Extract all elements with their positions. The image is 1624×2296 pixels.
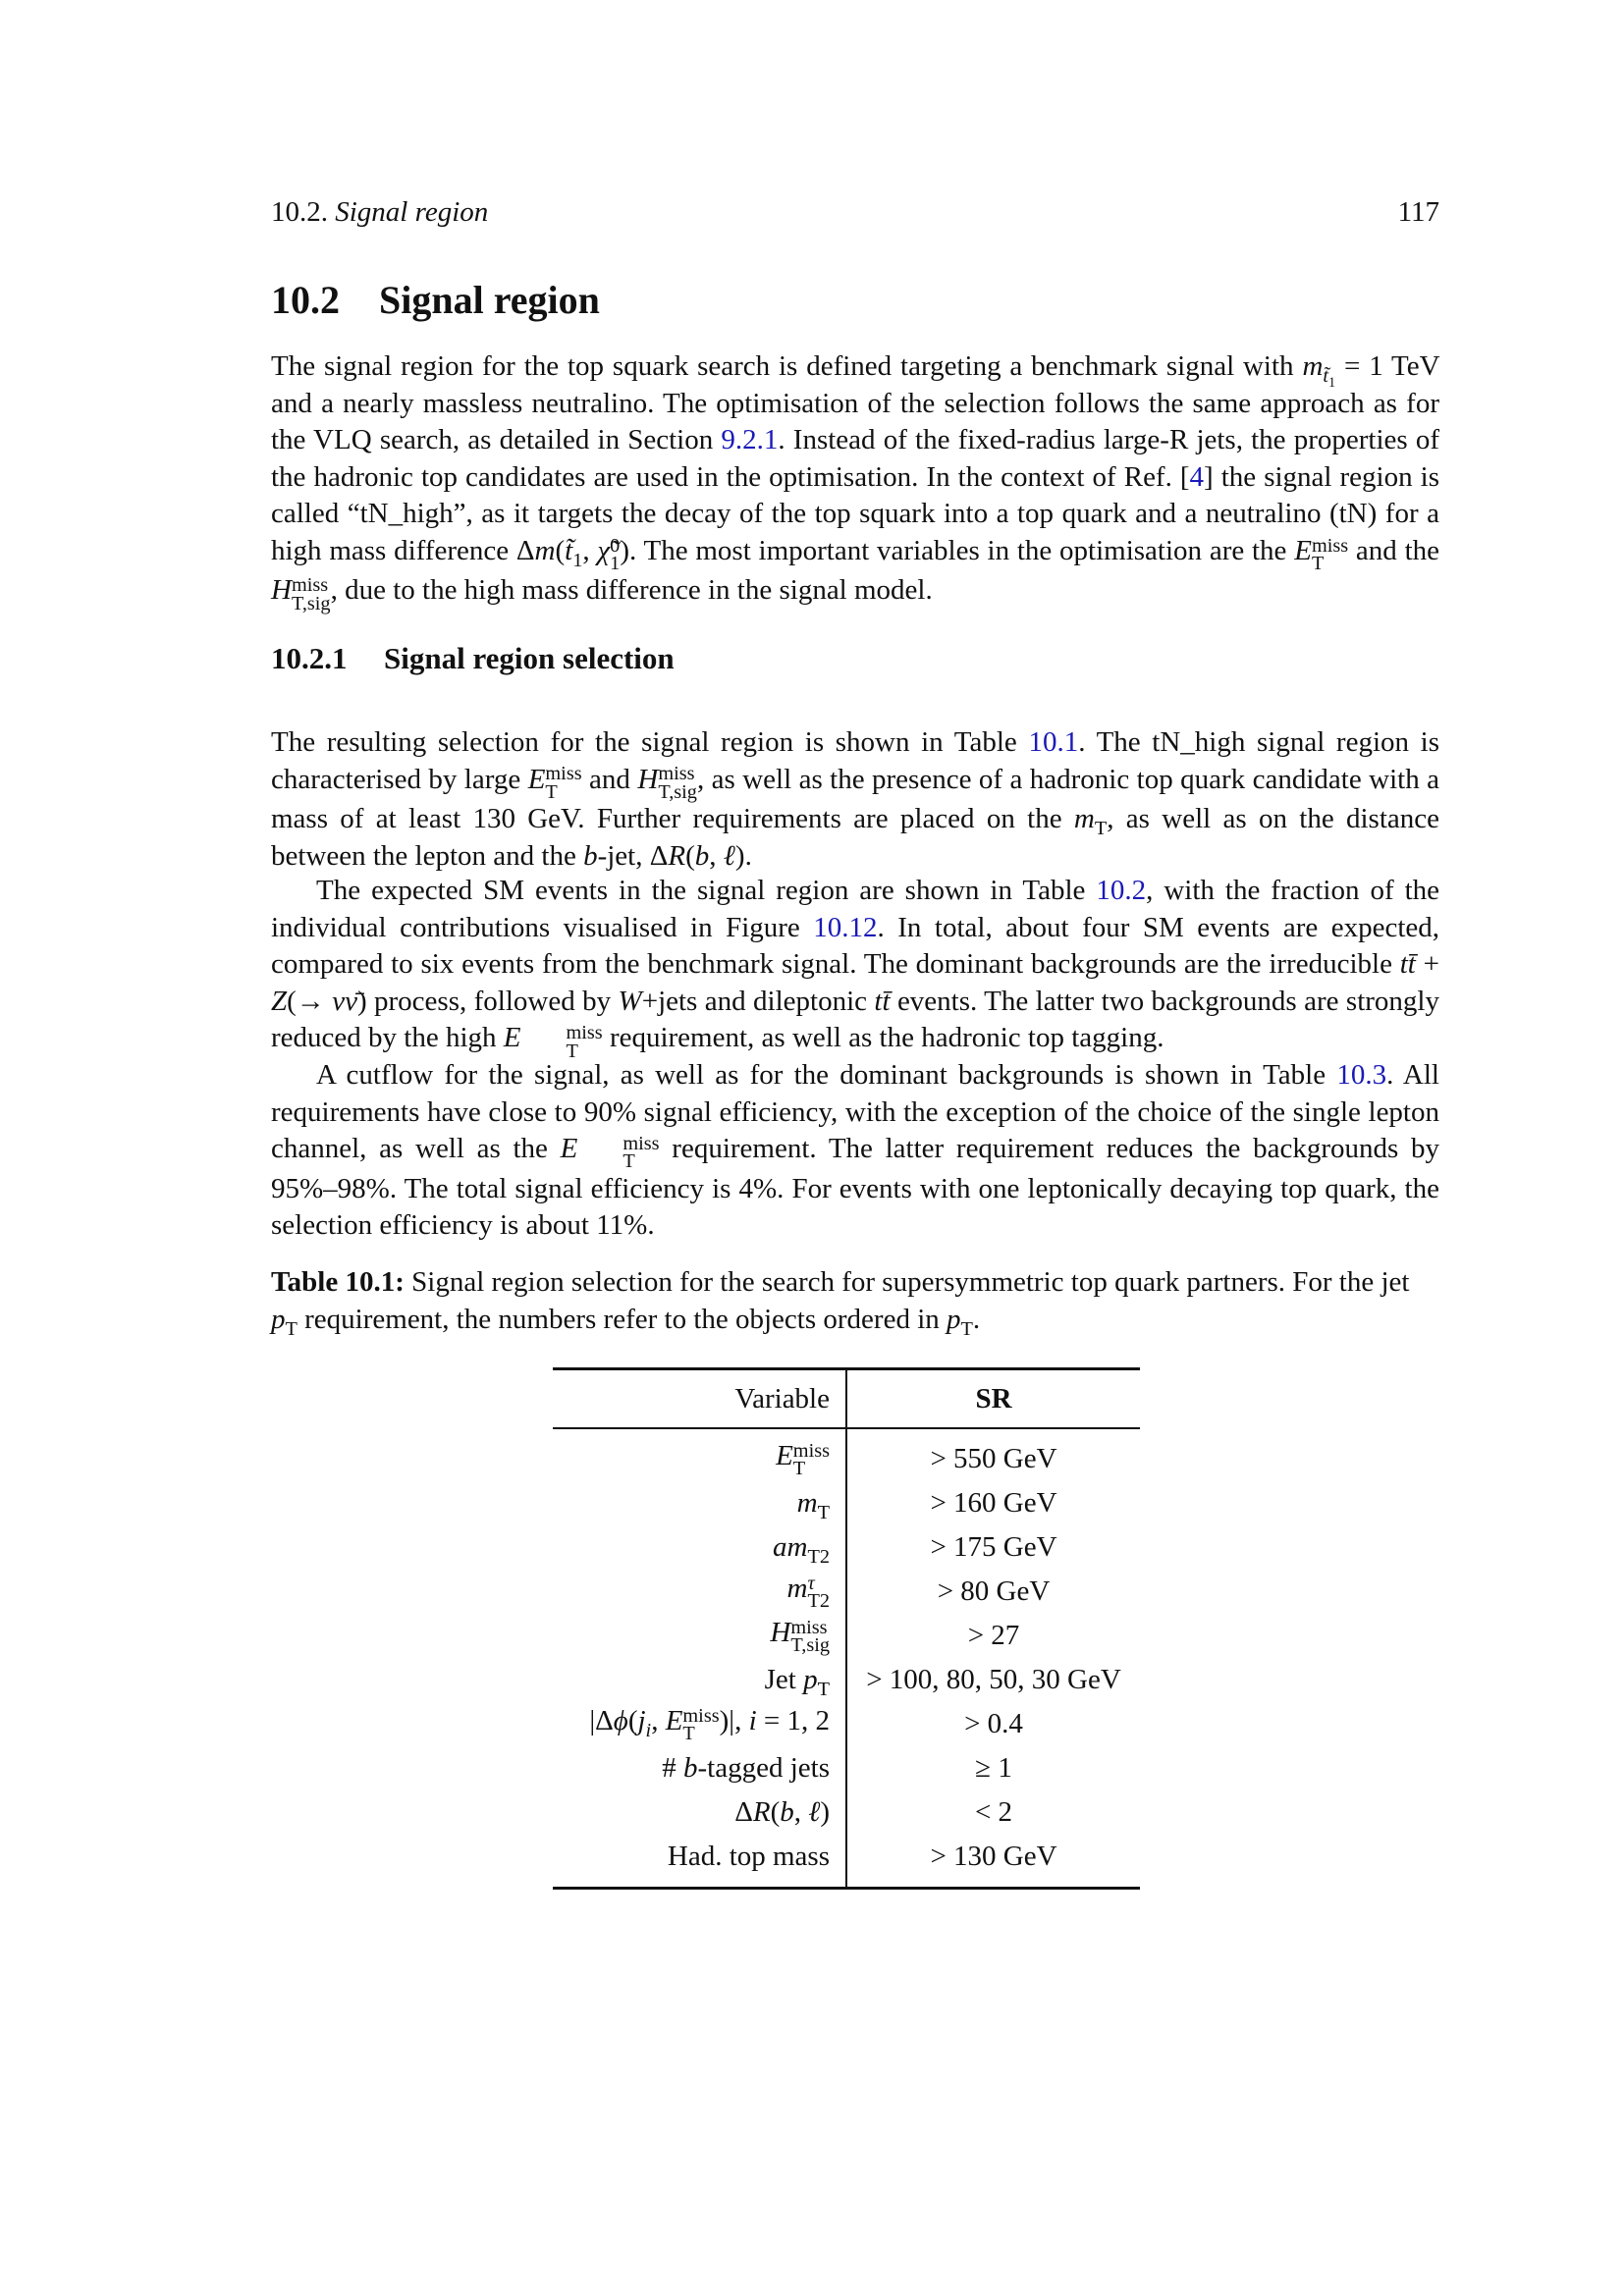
link-table-10-3[interactable]: 10.3 bbox=[1336, 1059, 1387, 1091]
selection-table bbox=[553, 1367, 1140, 1890]
variable-jet-pt: Jet $p_T$ bbox=[553, 1658, 847, 1702]
running-title: Signal region bbox=[335, 196, 489, 228]
paragraph-selection: The resulting selection for the signal region is shown in Table 10.1. The tN_high signal region is characterised by large E miss T and H miss T,sig , as well as the presence of a hadronic top quark candidate with a mass of at least 130 GeV. Further requirements are placed on the $m_T$, as well as on the distance between the lepton and the b-jet, ΔR(b, ℓ). bbox=[271, 726, 1440, 872]
paragraph-cutflow: A cutflow for the signal, as well as for the dominant backgrounds is shown in Table 10.3. All requirements have close to 90% signal efficiency, with the exception of the choice of the single lepton channel, as well as the E miss T requirement. The latter requirement reduces the backgrounds by 95%–98%. The total signal efficiency is 4%. For events with one leptonically decaying top quark, the selection efficiency is about 11%. bbox=[271, 1059, 1440, 1242]
link-section-9-2-1[interactable]: 9.2.1 bbox=[721, 424, 779, 456]
value-btagged: ≥ 1 bbox=[975, 1752, 1012, 1784]
table-row bbox=[553, 1570, 1140, 1614]
table-row bbox=[553, 1702, 1140, 1746]
table-caption: Table 10.1: Signal region selection for the search for supersymmetric top quark partners. For the jet $p_T$ requirement, the numbers refer to the objects ordered in $p_T$. bbox=[271, 1266, 1410, 1340]
table-row bbox=[553, 1525, 1140, 1570]
variable-mt2-tau: m τ T2 bbox=[553, 1570, 847, 1614]
table-row bbox=[553, 1835, 1140, 1879]
variable-btagged: # b-tagged jets bbox=[553, 1746, 847, 1790]
value-ht-sig: > 27 bbox=[967, 1620, 1020, 1651]
section-number: 10.2 bbox=[271, 278, 340, 322]
value-had-top-mass: > 130 GeV bbox=[930, 1841, 1057, 1872]
paragraph-expected-events: The expected SM events in the signal region are shown in Table 10.2, with the fraction of the individual contributions visualised in Figure 10.12. In total, about four SM events are expected, compared to six events from the benchmark signal. The dominant backgrounds are the irreducible tt̄ + Z(→ νν̄) process, followed by W+jets and dileptonic tt̄ events. The latter two backgrounds are strongly reduced by the high E miss T requirement, as well as the hadronic top tagging. bbox=[271, 875, 1440, 1062]
variable-had-top-mass: Had. top mass bbox=[553, 1835, 847, 1879]
table-row bbox=[553, 1790, 1140, 1835]
value-mt: > 160 GeV bbox=[930, 1487, 1057, 1519]
subsection-heading bbox=[271, 641, 675, 676]
header-sr: SR bbox=[975, 1382, 1012, 1415]
value-mt2-tau: > 80 GeV bbox=[937, 1575, 1051, 1607]
value-amt2: > 175 GeV bbox=[930, 1531, 1057, 1563]
table-bottom-rule bbox=[553, 1887, 1140, 1890]
value-delta-r: < 2 bbox=[974, 1796, 1013, 1828]
variable-delta-phi: $|\Delta\phi(j_i$, E miss T )|, i = 1, 2 bbox=[553, 1702, 847, 1746]
value-delta-phi: > 0.4 bbox=[964, 1708, 1023, 1739]
value-jet-pt: > 100, 80, 50, 30 GeV bbox=[866, 1664, 1121, 1695]
page-number: 117 bbox=[1397, 196, 1439, 228]
running-header bbox=[271, 196, 1439, 229]
section-heading bbox=[271, 277, 600, 323]
table-row bbox=[553, 1658, 1140, 1702]
variable-ht-sig: H miss T,sig bbox=[553, 1614, 847, 1658]
table-row bbox=[553, 1481, 1140, 1525]
subsection-title: Signal region selection bbox=[384, 641, 675, 675]
table-header-row bbox=[553, 1370, 1140, 1427]
running-title-number: 10.2. bbox=[271, 196, 328, 228]
intro-paragraph: The signal region for the top squark search is defined targeting a benchmark signal with $m_{t̃_1} = 1$ TeV and a nearly massless neutralino. The optimisation of the selection follows the same approach as for the VLQ search, as detailed in Section 9.2.1. Instead of the fixed-radius large-R jets, the properties of the hadronic top candidates are used in the optimisation. In the context of Ref. [4] the signal region is called “tN_high”, as it targets the decay of the top squark into a top quark and a neutralino (tN) for a high mass difference $\Delta m(t̃_1$, χ̃ 0 1 ). The most important variables in the optimisation are the E miss T and the H miss T,sig , due to the high mass difference in the signal model. bbox=[271, 350, 1440, 614]
link-ref-4[interactable]: 4 bbox=[1189, 460, 1205, 493]
table-row bbox=[553, 1614, 1140, 1658]
link-figure-10-12[interactable]: 10.12 bbox=[813, 911, 878, 943]
link-table-10-2[interactable]: 10.2 bbox=[1096, 875, 1147, 906]
variable-amt2: $am_{T2}$ bbox=[553, 1525, 847, 1570]
section-title: Signal region bbox=[379, 278, 600, 322]
variable-mt: $m_T$ bbox=[553, 1481, 847, 1525]
subsection-number: 10.2.1 bbox=[271, 641, 348, 675]
variable-delta-r: ΔR(b, ℓ) bbox=[553, 1790, 847, 1835]
link-table-10-1[interactable]: 10.1 bbox=[1028, 726, 1079, 758]
table-row bbox=[553, 1437, 1140, 1481]
header-variable: Variable bbox=[553, 1370, 847, 1427]
table-row bbox=[553, 1746, 1140, 1790]
caption-label: Table 10.1: bbox=[271, 1266, 405, 1298]
value-met: > 550 GeV bbox=[930, 1443, 1057, 1474]
variable-met: E miss T bbox=[553, 1437, 847, 1481]
